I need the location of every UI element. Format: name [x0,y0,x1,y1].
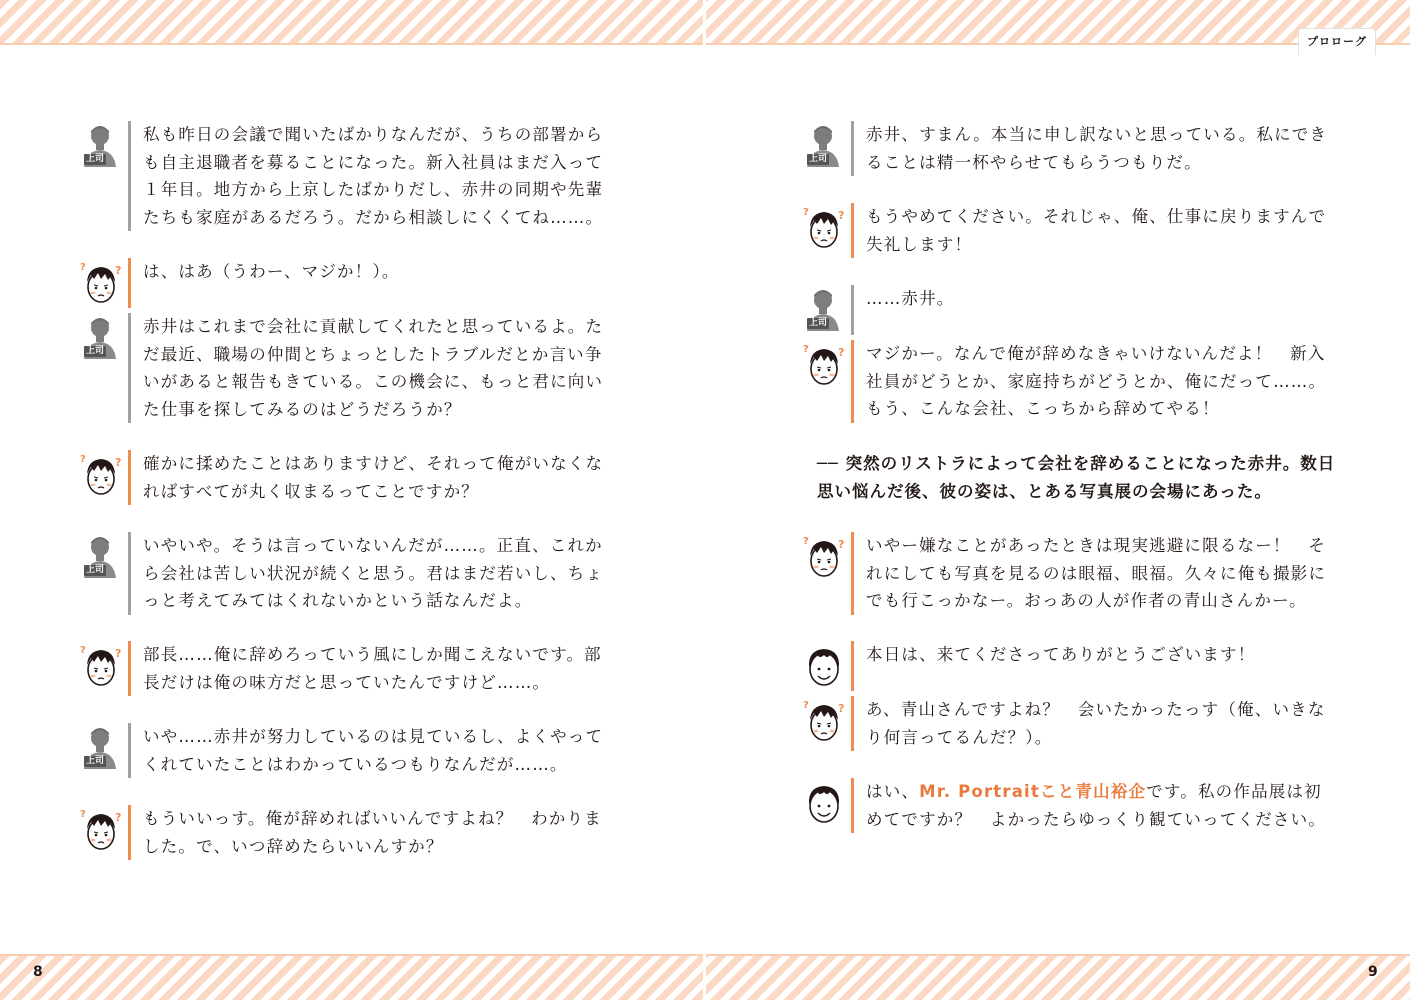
dialogue-text: いやいや。そうは言っていないんだが……。正直、これから会社は苦しい状況が続くと思う。君はまだ若いし、ちょっと考えてみてはくれないかという話なんだよ。 [143,536,604,610]
speaker-bar [851,778,854,833]
boss-avatar-icon [803,121,847,171]
akai-avatar-icon [803,203,847,253]
svg-text:?: ? [80,262,86,273]
svg-text:?: ? [838,209,845,222]
akai-avatar-icon [80,641,124,691]
speaker-bar [851,641,854,691]
dialogue-text: ……赤井。 [866,289,955,308]
dialogue-text: もうやめてください。それじゃ、俺、仕事に戻りますんで失礼します！ [866,207,1327,254]
right-page [705,0,1410,1000]
boss-tag-label: 上司 [86,346,105,356]
boss-avatar-icon [80,121,124,171]
svg-text:?: ? [803,700,809,711]
dialogue-text: もういいっす。俺が辞めればいいんですよね？ わかりました。で、いつ辞めたらいいんすか？ [143,809,602,856]
akai-avatar-icon [803,340,847,390]
page-number-right: 9 [1368,964,1378,980]
boss-tag-label: 上司 [809,154,828,164]
dialogue-text: 部長……俺に辞めろっていう風にしか聞こえないです。部長だけは俺の味方だと思っていたんですけど……。 [143,645,602,692]
svg-text:?: ? [838,346,845,359]
dialogue-entry [803,641,1336,691]
boss-tag-label: 上司 [86,154,105,164]
svg-text:?: ? [803,536,809,547]
speaker-bar [851,532,854,615]
dialogue-entry [80,532,613,615]
svg-text:?: ? [115,456,122,469]
speaker-bar [128,805,131,860]
dialogue-text: マジかー。なんで俺が辞めなきゃいけないんだよ！ 新入社員がどうとか、家庭持ちがどうとか、俺にだって……。もう、こんな会社、こっちから辞めてやる！ [866,344,1327,418]
dialogue-text: いやー嫌なことがあったときは現実逃避に限るなー！ それにしても写真を見るのは眼福、眼福。久々に俺も撮影にでも行こっかなー。おっあの人が作者の青山さんかー。 [866,536,1327,610]
boss-tag-label: 上司 [86,756,105,766]
speaker-bar [128,121,131,231]
akai-avatar-icon [80,450,124,500]
dialogue-text: は、はあ（うわー、マジか！）。 [143,262,400,281]
svg-text:?: ? [80,809,86,820]
dialogue-text: 赤井、すまん。本当に申し訳ないと思っている。私にできることは精一杯やらせてもらうつもりだ。 [866,125,1328,172]
dialogue-text: あ、青山さんですよね？ 会いたかったっす（俺、いきなり何言ってるんだ？）。 [866,700,1326,747]
speaker-bar [128,641,131,696]
dialogue-entry [803,285,1336,335]
boss-tag-label: 上司 [809,318,828,328]
speaker-bar [851,121,854,176]
svg-text:?: ? [838,538,845,551]
dialogue-text: 私も昨日の会議で聞いたばかりなんだが、うちの部署からも自主退職者を募ることになった。新入社員はまだ入って１年目。地方から上京したばかりだし、赤井の同期や先輩たちも家庭があるだろう。だから相談しにくくてね……。 [143,125,604,227]
speaker-bar [128,313,131,423]
dialogue-entry [80,641,613,696]
page-number-left: 8 [33,964,43,980]
dialogue-entry [803,532,1336,615]
boss-tag-label: 上司 [86,565,105,575]
svg-text:?: ? [803,344,809,355]
dialogue-entry [803,121,1336,176]
akai-avatar-icon [80,258,124,308]
aoyama-avatar-icon [803,778,847,828]
svg-text:?: ? [803,207,809,218]
dialogue-entry [803,203,1336,258]
boss-avatar-icon [803,285,847,335]
dialogue-text [866,778,1336,833]
chapter-tab: プロローグ [1298,28,1376,55]
aoyama-avatar-icon [803,641,847,691]
dialogue-entry [803,696,1336,751]
svg-text:?: ? [115,264,122,277]
svg-text:?: ? [115,811,122,824]
speaker-bar [128,532,131,615]
speaker-bar [851,203,854,258]
svg-text:?: ? [838,702,845,715]
speaker-bar [128,258,131,308]
dialogue-entry [80,258,613,308]
dialogue-text: 本日は、来てくださってありがとうございます！ [866,645,1256,664]
svg-text:?: ? [115,647,122,660]
dialogue-entry [80,121,613,231]
dialogue-entry [80,450,613,505]
dialogue-entry [80,723,613,778]
dialogue-entry [80,313,613,423]
boss-avatar-icon [80,723,124,773]
highlighted-name: Mr. Portraitこと青山裕企 [919,782,1147,801]
dialogue-text-post: です。私の作品展は初めてですか？ よかったらゆっくり観ていってください。 [866,782,1327,829]
dialogue-text: 確かに揉めたことはありますけど、それって俺がいなくなればすべてが丸く収まるってことですか？ [143,454,604,501]
dialogue-entry [80,805,613,860]
akai-avatar-icon [803,532,847,582]
speaker-bar [128,450,131,505]
dialogue-text: 赤井はこれまで会社に貢献してくれたと思っているよ。ただ最近、職場の仲間とちょっとしたトラブルだとか言い争いがあると報告もきている。この機会に、もっと君に向いた仕事を探してみるのはどうだろうか？ [143,317,604,419]
speaker-bar [851,340,854,423]
dialogue-text: いや……赤井が努力しているのは見ているし、よくやってくれていたことはわかっているつもりなんだが……。 [143,727,604,774]
svg-text:?: ? [80,645,86,656]
akai-avatar-icon [803,696,847,746]
speaker-bar [128,723,131,778]
narration-text: ── 突然のリストラによって会社を辞めることになった赤井。数日思い悩んだ後、彼の姿は、とある写真展の会場にあった。 [817,454,1336,501]
dialogue-text-pre: はい、 [866,782,920,801]
speaker-bar [851,696,854,751]
dialogue-entry [803,340,1336,423]
dialogue-entry [803,778,1336,833]
boss-avatar-icon [80,532,124,582]
svg-text:?: ? [80,454,86,465]
speaker-bar [851,285,854,335]
boss-avatar-icon [80,313,124,363]
akai-avatar-icon [80,805,124,855]
